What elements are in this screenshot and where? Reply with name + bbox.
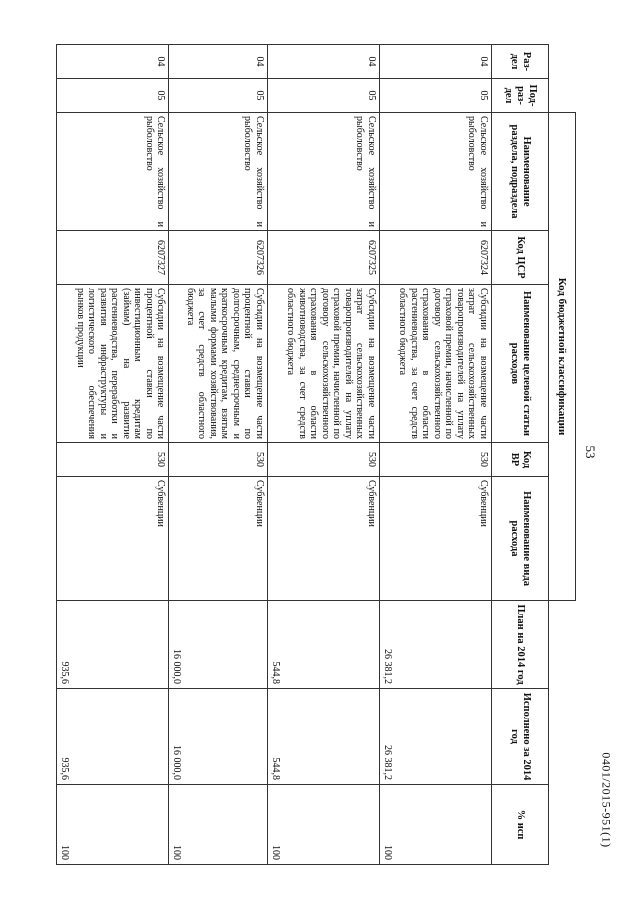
cell-razdel: 04 xyxy=(169,45,268,79)
cell-csr: 6207326 xyxy=(169,231,268,285)
cell-vr: 530 xyxy=(169,443,268,477)
cell-razdel: 04 xyxy=(267,45,379,79)
cell-plan: 544,8 xyxy=(267,601,379,689)
cell-plan: 935,6 xyxy=(57,601,169,689)
column-header-row xyxy=(492,45,549,865)
cell-pct: 100 xyxy=(57,785,169,865)
cell-vr: 530 xyxy=(267,443,379,477)
col-pct: % исп xyxy=(492,785,549,865)
cell-done: 544,8 xyxy=(267,689,379,785)
cell-razdel: 04 xyxy=(57,45,169,79)
col-csr: Код ЦСР xyxy=(492,231,549,285)
col-podrazdel: Под-раз-дел xyxy=(492,79,549,113)
group-header: Код бюджетной классификации xyxy=(549,113,576,601)
page-number: 53 xyxy=(583,445,598,459)
cell-article-name: Субсидии на возмещение части процентной ставки по долгосрочным, среднесрочным и краткосрочным кредитам, взятым малыми формами хозяйствования, за счет средств областного бюджета xyxy=(169,285,268,443)
cell-vr: 530 xyxy=(379,443,491,477)
cell-section-name: Сельское хозяйство и рыболовство xyxy=(267,113,379,231)
table-row xyxy=(57,45,169,865)
cell-pct: 100 xyxy=(379,785,491,865)
table-row xyxy=(379,45,491,865)
col-done: Исполнено за 2014 год xyxy=(492,689,549,785)
cell-csr: 6207327 xyxy=(57,231,169,285)
cell-article-name: Субсидии на возмещение части процентной ставки по инвестиционным кредитам (займам) на развитие растениеводства, переработки и развития инфраструктуры и логистического обеспечения рынков продукции xyxy=(57,285,169,443)
cell-section-name: Сельское хозяйство и рыболовство xyxy=(379,113,491,231)
cell-razdel: 04 xyxy=(379,45,491,79)
col-vr-name: Наименование вида расхода xyxy=(492,477,549,601)
cell-podrazdel: 05 xyxy=(267,79,379,113)
cell-article-name: Субсидии на возмещение части затрат сельскохозяйственных товаропроизводителей на уплату страховой премии, начисленной по договору сельскохозяйственного страхования в области растениеводства, за счет средств областного бюджета xyxy=(379,285,491,443)
cell-plan: 26 381,2 xyxy=(379,601,491,689)
table-row xyxy=(267,45,379,865)
cell-csr: 6207324 xyxy=(379,231,491,285)
cell-done: 935,6 xyxy=(57,689,169,785)
col-vr: Код ВР xyxy=(492,443,549,477)
budget-table xyxy=(56,44,576,865)
cell-vr-name: Субвенции xyxy=(379,477,491,601)
cell-podrazdel: 05 xyxy=(379,79,491,113)
cell-plan: 16 000,0 xyxy=(169,601,268,689)
document-code: 0401/2015-951(1) xyxy=(599,752,614,848)
cell-podrazdel: 05 xyxy=(169,79,268,113)
cell-vr-name: Субвенции xyxy=(267,477,379,601)
col-plan: План на 2014 год xyxy=(492,601,549,689)
cell-csr: 6207325 xyxy=(267,231,379,285)
rotated-table-container xyxy=(56,44,576,864)
cell-section-name: Сельское хозяйство и рыболовство xyxy=(169,113,268,231)
cell-pct: 100 xyxy=(169,785,268,865)
cell-done: 26 381,2 xyxy=(379,689,491,785)
cell-vr-name: Субвенции xyxy=(57,477,169,601)
col-section-name: Наименование раздела, подраздела xyxy=(492,113,549,231)
cell-vr-name: Субвенции xyxy=(169,477,268,601)
cell-podrazdel: 05 xyxy=(57,79,169,113)
cell-article-name: Субсидии на возмещение части затрат сельскохозяйственных товаропроизводителей на уплату страховой премии, начисленной по договору сельскохозяйственного страхования в области животноводства, за счет средств областного бюджета xyxy=(267,285,379,443)
table-row xyxy=(169,45,268,865)
cell-section-name: Сельское хозяйство и рыболовство xyxy=(57,113,169,231)
cell-done: 16 000,0 xyxy=(169,689,268,785)
cell-pct: 100 xyxy=(267,785,379,865)
col-razdel: Раз-дел xyxy=(492,45,549,79)
col-article-name: Наименование целевой статьи расходов xyxy=(492,285,549,443)
cell-vr: 530 xyxy=(57,443,169,477)
